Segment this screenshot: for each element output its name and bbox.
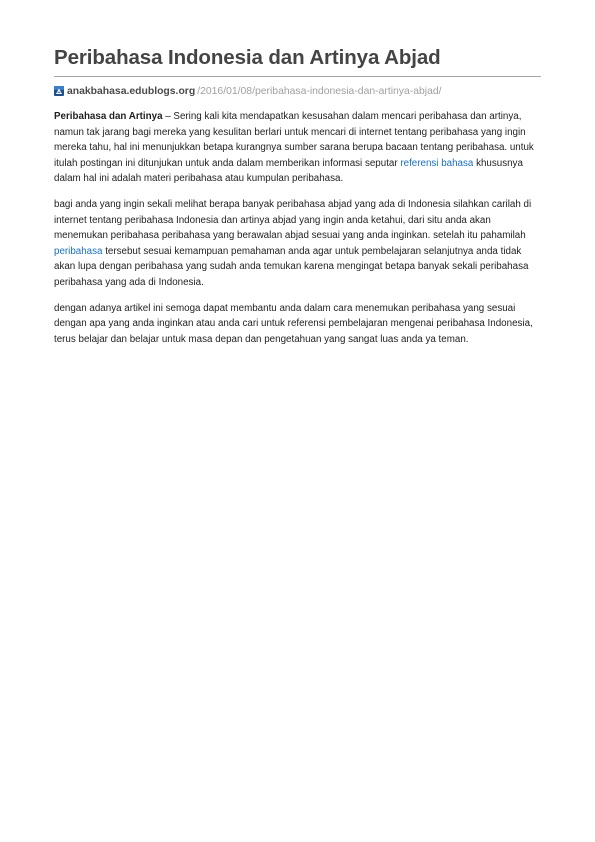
title-divider — [54, 76, 541, 77]
page-title: Peribahasa Indonesia dan Artinya Abjad — [54, 46, 441, 69]
paragraph-2 — [54, 197, 541, 291]
site-favicon-icon — [54, 86, 64, 96]
paragraph-1-text-b: khususnya dalam hal ini adalah materi peribahasa atau kumpulan peribahasa. — [54, 157, 523, 185]
paragraph-3: dengan adanya artikel ini semoga dapat membantu anda dalam cara menemukan peribahasa yang sesuai dengan apa yang anda inginkan atau anda cari untuk referensi pembelajaran mengenai peribahasa Indonesia, terus belajar dan belajar untuk masa depan dan pengetahuan yang sangat luas anda ya teman. — [54, 302, 533, 345]
source-site-link[interactable]: anakbahasa.edublogs.org — [67, 85, 196, 97]
paragraph-2-text-b: tersebut sesuai kemampuan pemahaman anda agar untuk pembelajaran selanjutnya anda tidak akan lupa dengan peribahasa yang sudah anda temukan karena mengingat betapa banyak sekali peribahasa peribahasa yang ada di Indonesia. — [54, 245, 529, 288]
link-referensi-bahasa[interactable]: referensi bahasa — [400, 157, 474, 169]
article-body — [54, 109, 541, 347]
paragraph-2-text-a: bagi anda yang ingin sekali melihat berapa banyak peribahasa abjad yang ada di Indonesia silahkan carilah di internet tentang peribahasa Indonesia dan artinya abjad yang ingin anda ketahui, dari situ anda akan menemukan peribahasa peribahasa yang berawalan abjad sesuai yang anda inginkan. setelah itu pahamilah — [54, 198, 532, 242]
source-path-link[interactable]: /2016/01/08/peribahasa-indonesia-dan-artinya-abjad/ — [197, 85, 442, 97]
lead-term: Peribahasa dan Artinya — [54, 111, 163, 122]
source-line — [54, 83, 541, 99]
paragraph-1 — [54, 109, 541, 187]
paragraph-1-text-a: – Sering kali kita mendapatkan kesusahan dalam mencari peribahasa dan artinya, namun tak jarang bagi mereka yang kesulitan berlari untuk mencari di internet tentang peribahasa yang ingin mereka tahu, hal ini menunjukkan betapa kurangnya sumber sarana berupa bacaan tentang peribahasa. untuk itulah postingan ini ditunjukan untuk anda dalam memberikan informasi seputar — [54, 111, 534, 169]
link-peribahasa[interactable]: peribahasa — [54, 245, 103, 257]
article — [54, 0, 541, 357]
